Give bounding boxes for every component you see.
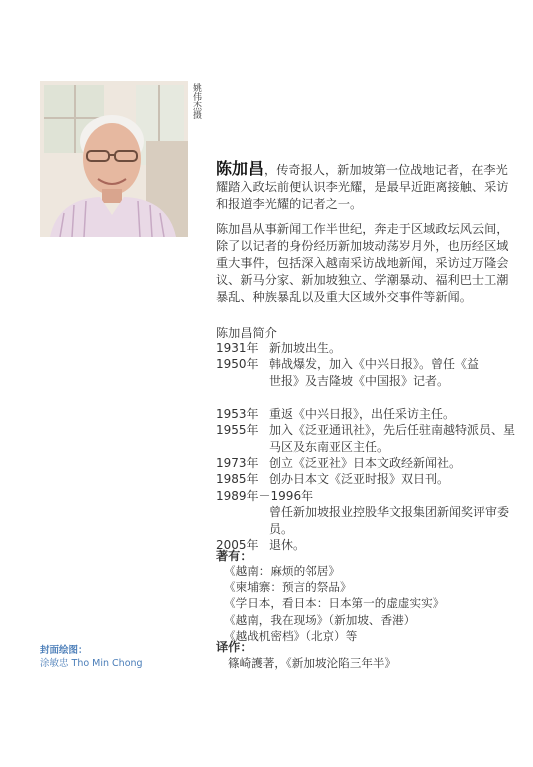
timeline-year: 1989年－1996年 [216,489,314,503]
timeline-year: 1950年 [216,357,259,371]
timeline-desc: 新加坡出生。 [269,341,342,355]
timeline-year: 1985年 [216,472,259,486]
author-portrait-illustration [40,81,188,237]
timeline-year: 2005年 [216,538,259,552]
cover-artist: 涂敏忠 Tho Min Chong [40,658,143,669]
timeline-item [216,455,526,472]
timeline-item [216,471,526,488]
timeline-year: 1931年 [216,341,259,355]
author-name: 陈加昌 [216,159,265,178]
timeline-item [216,488,526,537]
career-paragraph: 陈加昌从事新闻工作半世纪，奔走于区域政坛风云间，除了以记者的身份经历新加坡动荡岁月外，也历经区域重大事件，包括深入越南采访战地新闻，采访过万隆会议、新马分家、新加坡独立、学潮暴动、福利巴士工潮暴乱、种族暴乱以及重大区域外交事件等新闻。 [216,222,509,304]
timeline-item [216,422,526,455]
intro-text: ，传奇报人，新加坡第一位战地记者，在李光耀踏入政坛前便认识李光耀，是最早近距离接触、采访和报道李光耀的记者之一。 [216,163,509,211]
timeline-year: 1955年 [216,423,259,437]
work-item: 《越南：麻烦的邻居》 [224,564,340,578]
work-item: 《学日本，看日本：日本第一的虚虚实实》 [224,596,445,611]
timeline-item [216,340,526,357]
cover-credit [40,644,143,670]
translation-heading: 译作： [216,640,253,654]
author-photo [40,81,188,237]
cover-label: 封面绘图： [40,645,88,656]
translation-item: 篠崎護著，《新加坡沦陷三年半》 [228,656,397,670]
timeline-item [216,537,526,554]
timeline-desc: 韩战爆发，加入《中兴日报》。曾任《益世报》及吉隆坡《中国报》记者。 [269,357,480,388]
timeline-desc: 重返《中兴日报》，出任采访主任。 [269,407,456,421]
timeline-desc: 加入《泛亚通讯社》，先后任驻南越特派员、星马区及东南亚区主任。 [269,423,516,454]
bio-title: 陈加昌简介 [216,326,277,340]
timeline-item [216,356,526,389]
timeline-desc: 退休。 [269,538,306,552]
works-heading: 著有： [216,549,253,563]
timeline-item [216,406,526,423]
photo-credit: 姚伟杰摄 [191,83,201,119]
timeline-desc: 创立《泛亚社》日本文政经新闻社。 [269,456,462,470]
timeline-year: 1953年 [216,407,259,421]
work-item: 《柬埔寨：预言的祭品》 [224,580,352,595]
timeline-desc: 曾任新加坡报业控股华文报集团新闻奖评审委员。 [269,505,510,536]
timeline-year: 1973年 [216,456,259,470]
intro-paragraph [216,160,516,213]
work-item: 《越南，我在现场》（新加坡、香港） [224,612,416,627]
work-item: 《越战机密档》（北京）等 [224,628,358,643]
timeline-desc: 创办日本文《泛亚时报》双日刊。 [269,472,450,486]
works-list [224,563,444,644]
